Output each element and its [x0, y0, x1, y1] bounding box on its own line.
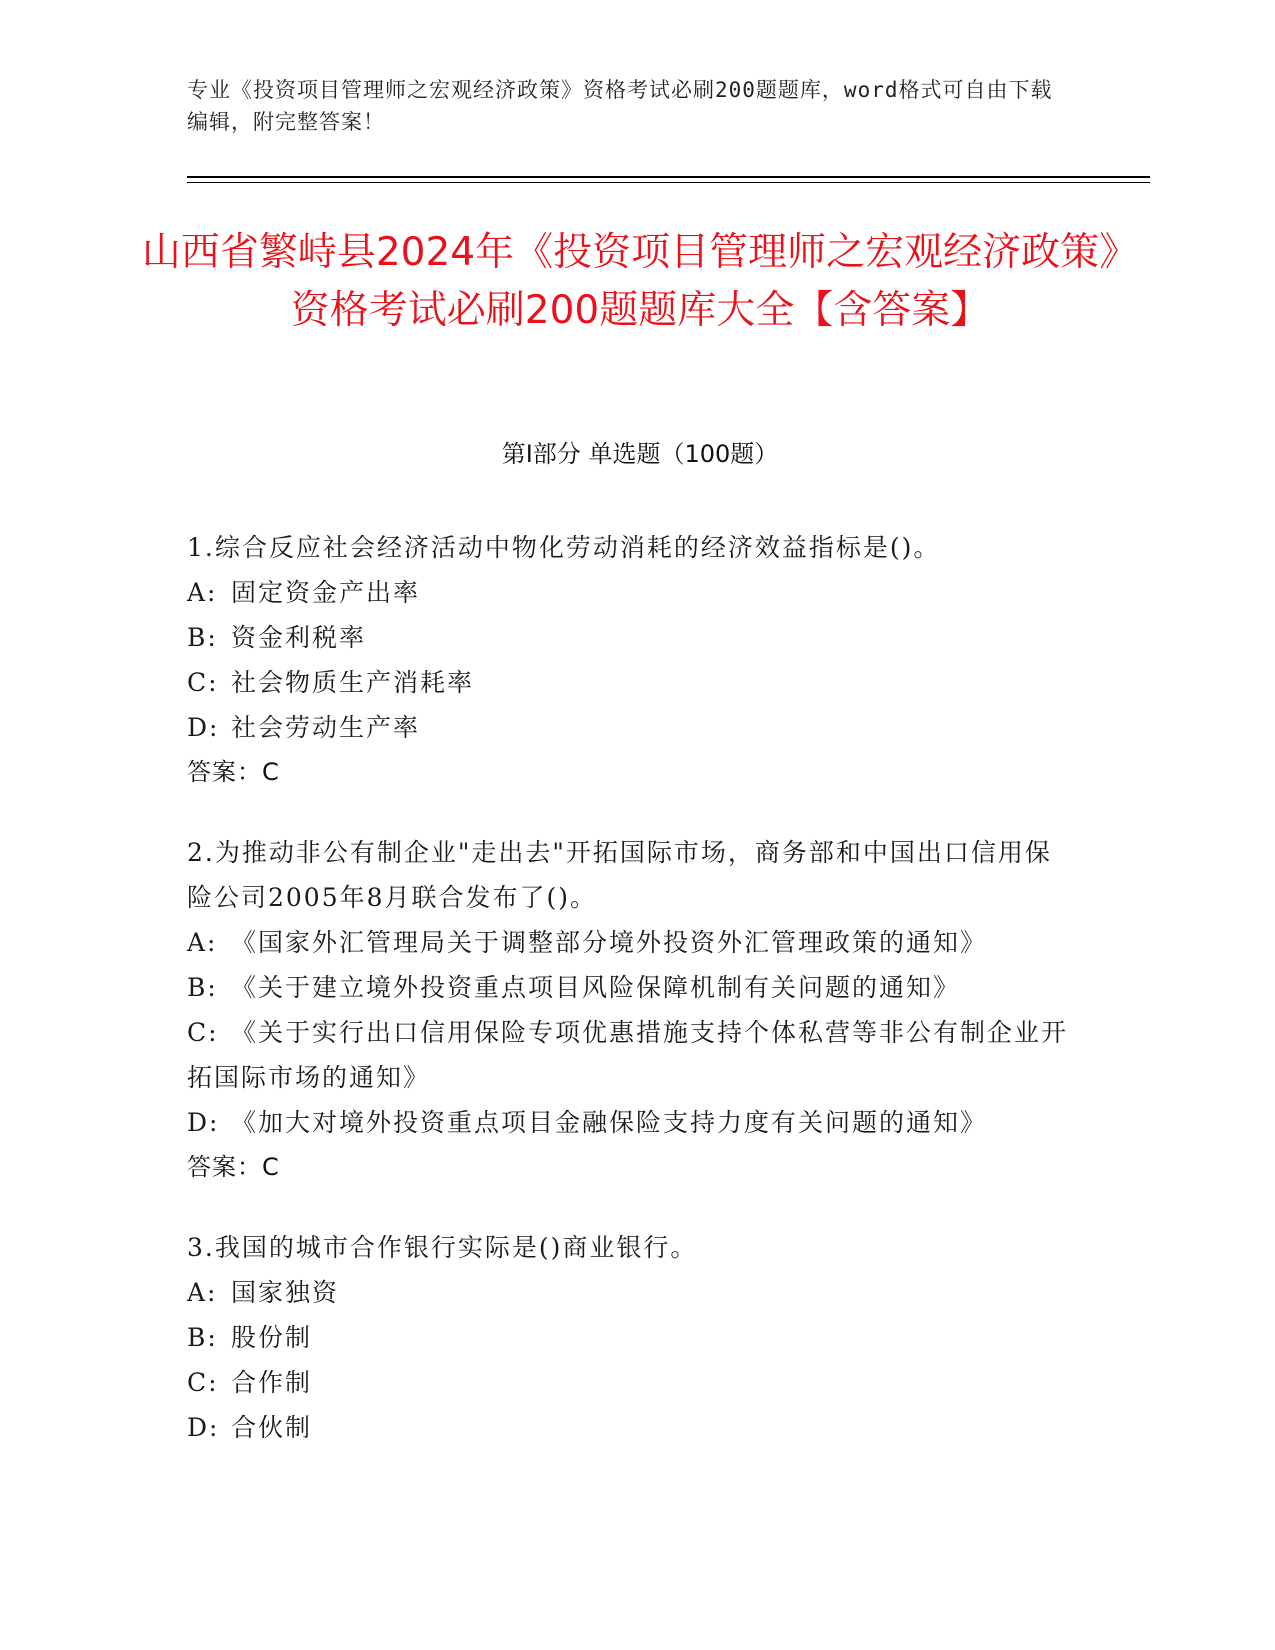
option-text: 合作制: [231, 1368, 313, 1397]
header-rule-thick: [187, 176, 1150, 178]
question-1: [187, 525, 1077, 795]
question-2: [187, 830, 1077, 1190]
option-c: [187, 660, 1077, 705]
option-c: [187, 1010, 1077, 1100]
question-list: [187, 525, 1077, 1485]
option-letter: C:: [187, 1018, 219, 1047]
option-text: 固定资金产出率: [231, 578, 421, 607]
question-3: [187, 1225, 1077, 1450]
option-letter: D:: [187, 713, 220, 742]
option-letter: A:: [187, 928, 218, 957]
section-heading: 第Ⅰ部分 单选题（100题）: [501, 440, 779, 468]
option-letter: C:: [187, 668, 219, 697]
answer: 答案：C: [187, 1153, 280, 1181]
option-letter: B:: [187, 973, 218, 1002]
option-text: 《加大对境外投资重点项目金融保险支持力度有关问题的通知》: [231, 1108, 988, 1137]
option-letter: A:: [187, 578, 218, 607]
option-text: 合伙制: [231, 1413, 313, 1442]
option-a: [187, 570, 1077, 615]
option-d: [187, 1100, 1077, 1145]
option-text: 股份制: [231, 1323, 313, 1352]
option-letter: C:: [187, 1368, 219, 1397]
option-text: 《关于实行出口信用保险专项优惠措施支持个体私营等非公有制企业开拓国际市场的通知》: [187, 1018, 1069, 1092]
header-rule-thin: [187, 182, 1150, 183]
option-letter: B:: [187, 1323, 218, 1352]
option-text: 《国家外汇管理局关于调整部分境外投资外汇管理政策的通知》: [231, 928, 988, 957]
option-letter: B:: [187, 623, 218, 652]
option-letter: A:: [187, 1278, 218, 1307]
option-text: 社会物质生产消耗率: [231, 668, 475, 697]
option-b: [187, 965, 1077, 1010]
option-text: 国家独资: [231, 1278, 340, 1307]
question-stem: 3.我国的城市合作银行实际是()商业银行。: [187, 1233, 698, 1262]
option-c: [187, 1360, 1077, 1405]
option-text: 《关于建立境外投资重点项目风险保障机制有关问题的通知》: [231, 973, 961, 1002]
option-b: [187, 1315, 1077, 1360]
header-note: 专业《投资项目管理师之宏观经济政策》资格考试必刷200题题库，word格式可自由下载编辑，附完整答案！: [187, 78, 1053, 134]
option-d: [187, 1405, 1077, 1450]
option-d: [187, 705, 1077, 750]
document-title: 山西省繁峙县2024年《投资项目管理师之宏观经济政策》资格考试必刷200题题库大全【含答案】: [141, 230, 1139, 333]
option-text: 资金利税率: [231, 623, 367, 652]
option-b: [187, 615, 1077, 660]
question-stem: 2.为推动非公有制企业"走出去"开拓国际市场，商务部和中国出口信用保险公司2005年8月联合发布了()。: [187, 838, 1052, 912]
option-letter: D:: [187, 1108, 220, 1137]
question-stem: 1.综合反应社会经济活动中物化劳动消耗的经济效益指标是()。: [187, 533, 941, 562]
option-text: 社会劳动生产率: [231, 713, 421, 742]
answer: 答案：C: [187, 758, 280, 786]
option-letter: D:: [187, 1413, 220, 1442]
option-a: [187, 920, 1077, 965]
option-a: [187, 1270, 1077, 1315]
